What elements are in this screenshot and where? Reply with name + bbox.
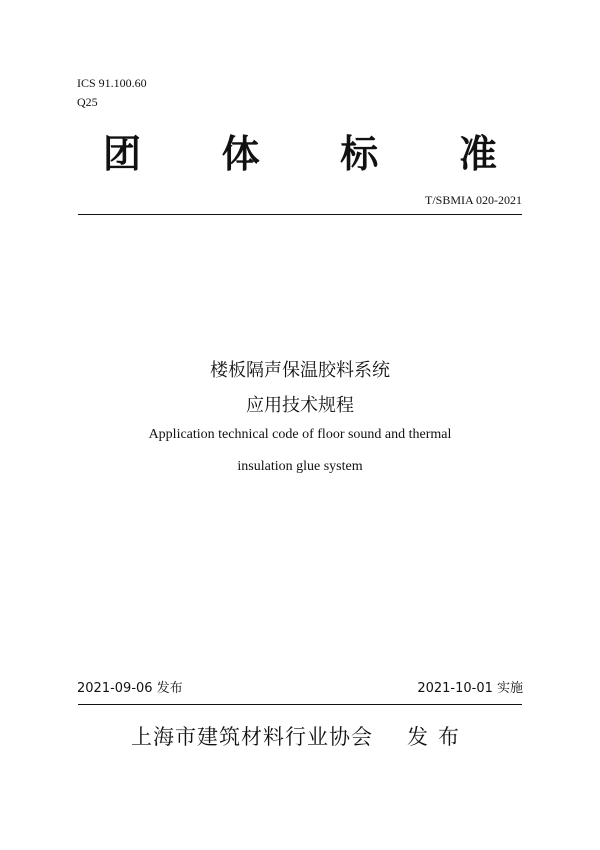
publisher-action: 发布 [407,725,469,749]
classification-code: Q25 [77,95,98,109]
standard-type-char: 标 [340,131,379,176]
title-cn-line-2: 应用技术规程 [246,395,354,416]
implementation-date: 2021-10-01 实施 [417,681,523,696]
title-en-line-1: Application technical code of floor sound and thermal [148,427,452,442]
standard-type-heading [100,128,500,176]
title-cn-line-1: 楼板隔声保温胶料系统 [210,360,390,381]
standard-type-char: 准 [458,131,497,176]
bottom-divider [78,704,522,705]
standard-type-char: 体 [221,131,260,176]
publisher-line [0,724,600,750]
standard-code: T/SBMIA 020-2021 [424,193,522,207]
issue-date: 2021-09-06 发布 [77,681,183,696]
ics-code: ICS 91.100.60 [77,76,147,90]
top-divider [78,214,522,215]
publisher-name: 上海市建筑材料行业协会 [131,725,373,749]
title-en-line-2: insulation glue system [237,459,363,474]
standard-type-char: 团 [102,131,141,176]
